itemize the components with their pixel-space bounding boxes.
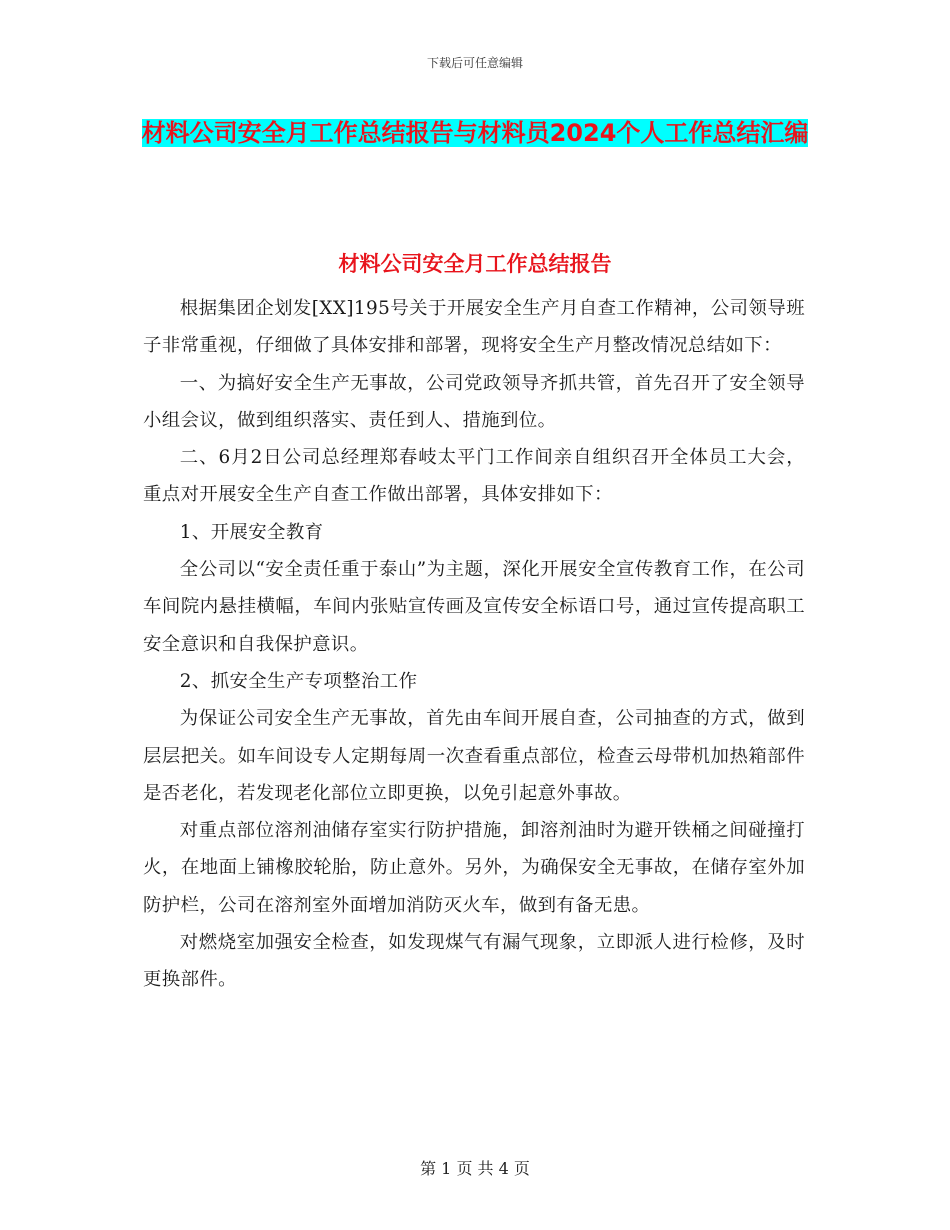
section-title: 材料公司安全月工作总结报告 xyxy=(338,252,612,276)
paragraph: 为保证公司安全生产无事故，首先由车间开展自查，公司抽查的方式，做到层层把关。如车间设专人定期每周一次查看重点部位，检查云母带机加热箱部件是否老化，若发现老化部位立即更换，以免引起意外事故。 xyxy=(143,708,805,804)
paragraph: 1、开展安全教育 xyxy=(179,521,324,543)
paragraph: 对重点部位溶剂油储存室实行防护措施，卸溶剂油时为避开铁桶之间碰撞打火，在地面上铺橡胶轮胎，防止意外。另外，为确保安全无事故，在储存室外加防护栏，公司在溶剂室外面增加消防灭火车，做到有备无患。 xyxy=(143,820,805,916)
paragraph: 二、6月2日公司总经理郑春岐太平门工作间亲自组织召开全体员工大会，重点对开展安全生产自查工作做出部署，具体安排如下： xyxy=(143,447,805,506)
document-title-text: 材料公司安全月工作总结报告与材料员2024个人工作总结汇编 xyxy=(141,119,809,147)
paragraph: 2、抓安全生产专项整治工作 xyxy=(179,670,418,692)
paragraph: 全公司以“安全责任重于泰山”为主题，深化开展安全宣传教育工作，在公司车间院内悬挂横幅，车间内张贴宣传画及宣传安全标语口号，通过宣传提高职工安全意识和自我保护意识。 xyxy=(143,559,805,655)
page-number: 第 1 页 共 4 页 xyxy=(420,1159,530,1178)
paragraph: 一、为搞好安全生产无事故，公司党政领导齐抓共管，首先召开了安全领导小组会议，做到组织落实、责任到人、措施到位。 xyxy=(143,372,805,431)
document-body xyxy=(143,290,805,999)
paragraph: 根据集团企划发[XX]195号关于开展安全生产月自查工作精神，公司领导班子非常重视，仔细做了具体安排和部署，现将安全生产月整改情况总结如下： xyxy=(143,298,805,357)
paragraph: 对燃烧室加强安全检查，如发现煤气有漏气现象，立即派人进行检修，及时更换部件。 xyxy=(143,932,805,991)
document-title xyxy=(140,112,810,154)
page-header-note: 下载后可任意编辑 xyxy=(426,56,523,70)
